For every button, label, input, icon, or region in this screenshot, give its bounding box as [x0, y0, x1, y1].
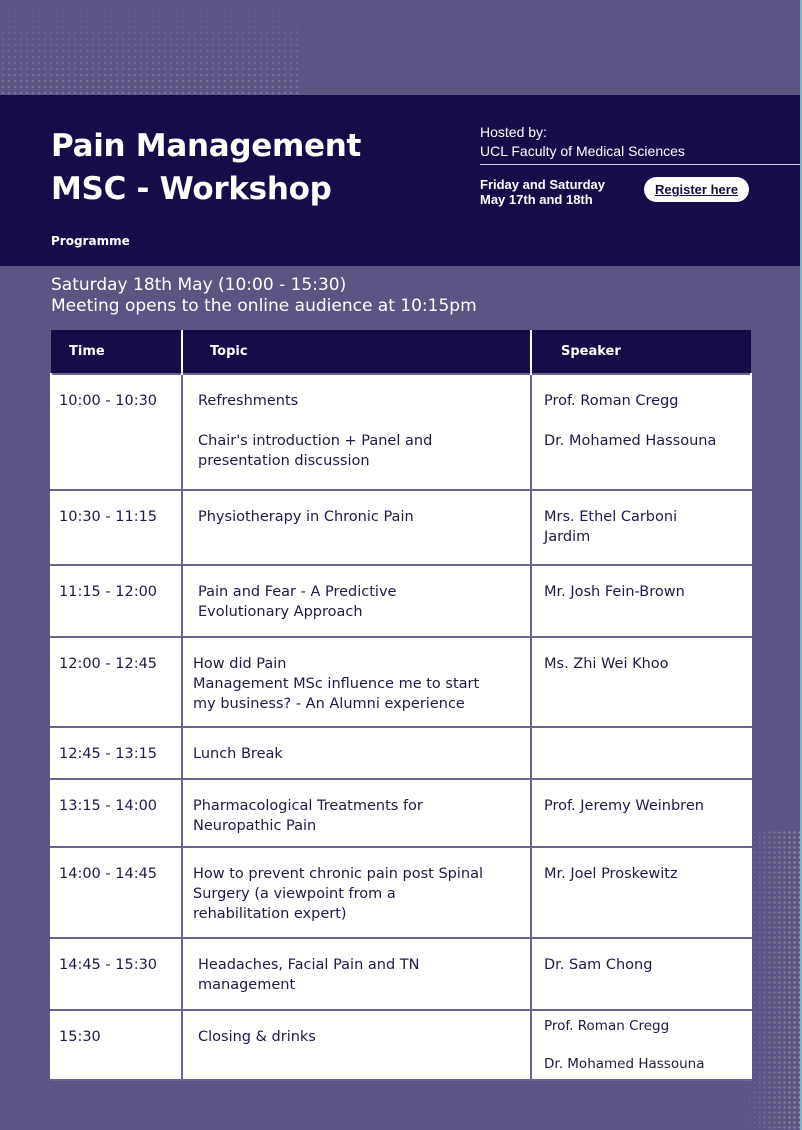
- time-cell: 15:30: [51, 1010, 182, 1080]
- time-cell: 12:00 - 12:45: [51, 637, 182, 727]
- topic-line: How did Pain: [193, 656, 287, 672]
- table-row: [51, 637, 751, 727]
- topic-line: Evolutionary Approach: [198, 604, 363, 620]
- speaker-cell: [531, 374, 751, 490]
- speaker-line: Ms. Zhi Wei Khoo: [544, 656, 669, 672]
- column-header-speaker: Speaker: [531, 330, 751, 374]
- topic-line: presentation discussion: [198, 453, 370, 469]
- speaker-cell: [531, 779, 751, 847]
- topic-cell: [182, 938, 531, 1010]
- time-cell: 11:15 - 12:00: [51, 565, 182, 637]
- topic-cell: [182, 637, 531, 727]
- speaker-cell: [531, 727, 751, 779]
- topic-cell: [182, 779, 531, 847]
- header-divider: [480, 164, 800, 165]
- topic-line: Neuropathic Pain: [193, 818, 317, 834]
- topic-line: rehabilitation expert): [193, 906, 347, 922]
- table-header-row: [51, 330, 751, 374]
- speaker-cell: [531, 490, 751, 565]
- dates-line-2: May 17th and 18th: [480, 192, 593, 207]
- speaker-line: Prof. Jeremy Weinbren: [544, 798, 704, 814]
- table-row: [51, 727, 751, 779]
- table-row: [51, 779, 751, 847]
- topic-line: How to prevent chronic pain post Spinal: [193, 866, 484, 882]
- speaker-line: Jardim: [544, 529, 591, 545]
- host-info: [480, 123, 685, 161]
- speaker-line: Mrs. Ethel Carboni: [544, 509, 678, 525]
- topic-cell: [182, 727, 531, 779]
- programme-table: [50, 330, 752, 1081]
- time-cell: 10:00 - 10:30: [51, 374, 182, 490]
- page-title: [51, 125, 361, 211]
- time-cell: 12:45 - 13:15: [51, 727, 182, 779]
- topic-line: Headaches, Facial Pain and TN: [198, 957, 420, 973]
- speaker-cell: [531, 938, 751, 1010]
- column-header-time: Time: [51, 330, 182, 374]
- spacer: [544, 411, 742, 431]
- topic-cell: [182, 374, 531, 490]
- speaker-line: Dr. Mohamed Hassouna: [544, 433, 717, 449]
- time-cell: 14:00 - 14:45: [51, 847, 182, 938]
- time-cell: 13:15 - 14:00: [51, 779, 182, 847]
- spacer: [198, 411, 522, 431]
- register-button[interactable]: Register here: [644, 177, 749, 202]
- title-line-2: MSC - Workshop: [51, 171, 332, 207]
- table-row: [51, 374, 751, 490]
- table-row: [51, 1010, 751, 1080]
- speaker-line: Dr. Sam Chong: [544, 957, 653, 973]
- topic-cell: [182, 1010, 531, 1080]
- title-line-1: Pain Management: [51, 128, 361, 164]
- speaker-line: Mr. Josh Fein-Brown: [544, 584, 685, 600]
- speaker-line: Dr. Mohamed Hassouna: [544, 1056, 705, 1072]
- host-name: UCL Faculty of Medical Sciences: [480, 143, 685, 159]
- topic-line: Management MSc influence me to start: [193, 676, 480, 692]
- table-row: [51, 565, 751, 637]
- table-row: [51, 847, 751, 938]
- topic-cell: [182, 565, 531, 637]
- topic-cell: [182, 847, 531, 938]
- programme-label: Programme: [51, 234, 130, 248]
- event-dates: [480, 177, 605, 207]
- speaker-cell: [531, 847, 751, 938]
- table-row: [51, 938, 751, 1010]
- topic-line: Closing & drinks: [198, 1029, 316, 1045]
- topic-line: Physiotherapy in Chronic Pain: [198, 509, 414, 525]
- spacer: [544, 1036, 742, 1055]
- speaker-line: Mr. Joel Proskewitz: [544, 866, 678, 882]
- topic-cell: [182, 490, 531, 565]
- decorative-dot-pattern-top: [0, 0, 300, 95]
- topic-line: Lunch Break: [193, 746, 283, 762]
- column-header-topic: Topic: [182, 330, 531, 374]
- header-banner: [0, 95, 800, 266]
- dates-line-1: Friday and Saturday: [480, 177, 605, 192]
- speaker-line: Prof. Roman Cregg: [544, 393, 679, 409]
- topic-line: Pharmacological Treatments for: [193, 798, 423, 814]
- topic-line: my business? - An Alumni experience: [193, 696, 465, 712]
- topic-line: Refreshments: [198, 393, 299, 409]
- speaker-cell: [531, 637, 751, 727]
- hosted-label: Hosted by:: [480, 124, 547, 140]
- session-info: [51, 275, 477, 317]
- speaker-cell: [531, 1010, 751, 1080]
- topic-line: Chair's introduction + Panel and: [198, 433, 433, 449]
- time-cell: 10:30 - 11:15: [51, 490, 182, 565]
- session-note: Meeting opens to the online audience at 10:15pm: [51, 296, 477, 316]
- topic-line: management: [198, 977, 296, 993]
- topic-line: Surgery (a viewpoint from a: [193, 886, 396, 902]
- session-day: Saturday 18th May (10:00 - 15:30): [51, 275, 347, 295]
- speaker-line: Prof. Roman Cregg: [544, 1018, 670, 1034]
- time-cell: 14:45 - 15:30: [51, 938, 182, 1010]
- table-row: [51, 490, 751, 565]
- speaker-cell: [531, 565, 751, 637]
- topic-line: Pain and Fear - A Predictive: [198, 584, 397, 600]
